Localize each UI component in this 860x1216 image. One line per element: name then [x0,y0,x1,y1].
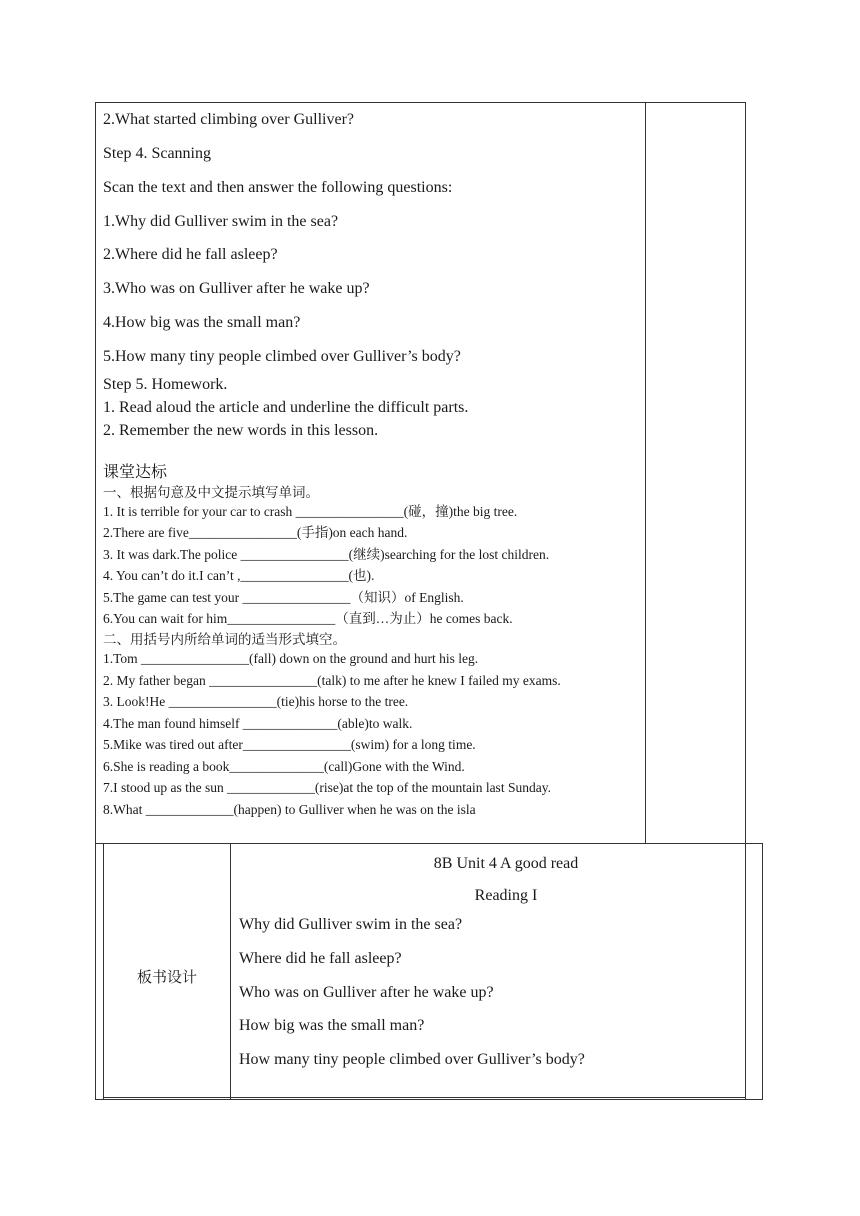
board-question-1: Why did Gulliver swim in the sea? [239,916,463,933]
board-question-3: Who was on Gulliver after he wake up? [239,984,494,1001]
homework-item-1: 1. Read aloud the article and underline the difficult parts. [103,399,469,416]
step5-heading: Step 5. Homework. [103,376,228,393]
upper-table-divider [645,102,646,843]
scan-question-4: 4.How big was the small man? [103,314,301,331]
board-title: 8B Unit 4 A good read [433,855,579,872]
scan-question-1: 1.Why did Gulliver swim in the sea? [103,213,339,230]
part1-title: 一、根据句意及中文提示填写单词。 [103,485,319,501]
board-subtitle: Reading I [474,887,538,904]
scan-question-5: 5.How many tiny people climbed over Gulliver’s body? [103,348,461,365]
part1-item-6: 6.You can wait for him________________（直到…为止）he comes back. [103,611,513,626]
scan-question-2: 2.Where did he fall asleep? [103,246,278,263]
board-question-5: How many tiny people climbed over Gulliver’s body? [239,1051,585,1068]
part1-item-5: 5.The game can test your ________________（知识）of English. [103,590,464,605]
part2-item-3: 3. Look!He ________________(tie)his horse to the tree. [103,694,409,709]
lower-table-inner-right [745,843,746,1100]
lower-table-outer-left [95,843,96,1100]
part2-item-8: 8.What _____________(happen) to Gulliver when he was on the isla [103,802,476,817]
part2-item-5: 5.Mike was tired out after________________(swim) for a long time. [103,737,476,752]
lower-table-bottom-border-inner [103,1097,746,1098]
exercise-heading: 课堂达标 [103,462,168,481]
step4-heading: Step 4. Scanning [103,145,211,162]
part2-item-2: 2. My father began ________________(talk) to me after he knew I failed my exams. [103,673,561,688]
scan-question-3: 3.Who was on Gulliver after he wake up? [103,280,370,297]
upper-table-right-border [745,102,746,843]
upper-table-bottom-border [95,843,763,844]
part1-item-1: 1. It is terrible for your car to crash ________________(碰，撞)the big tree. [103,504,518,519]
part1-item-3: 3. It was dark.The police ________________(继续)searching for the lost children. [103,547,550,562]
lower-table-bottom-border [95,1099,763,1100]
lower-table-outer-right [762,843,763,1100]
part2-item-6: 6.She is reading a book______________(call)Gone with the Wind. [103,759,465,774]
part1-item-2: 2.There are five________________(手指)on each hand. [103,525,408,540]
board-question-4: How big was the small man? [239,1017,425,1034]
scan-instruction: Scan the text and then answer the following questions: [103,179,453,196]
question-what-started-climbing: 2.What started climbing over Gulliver? [103,111,355,128]
part2-item-4: 4.The man found himself ______________(able)to walk. [103,716,413,731]
part2-item-1: 1.Tom ________________(fall) down on the ground and hurt his leg. [103,651,479,666]
upper-table-top-border [95,102,746,103]
part2-item-7: 7.I stood up as the sun _____________(rise)at the top of the mountain last Sunday. [103,780,551,795]
lower-table-label-divider [230,843,231,1100]
part1-item-4: 4. You can’t do it.I can’t ,________________(也). [103,568,375,583]
upper-table-left-border [95,102,96,843]
part2-title: 二、用括号内所给单词的适当形式填空。 [103,632,346,648]
board-question-2: Where did he fall asleep? [239,950,402,967]
board-design-label: 板书设计 [136,968,197,986]
homework-item-2: 2. Remember the new words in this lesson. [103,422,379,439]
